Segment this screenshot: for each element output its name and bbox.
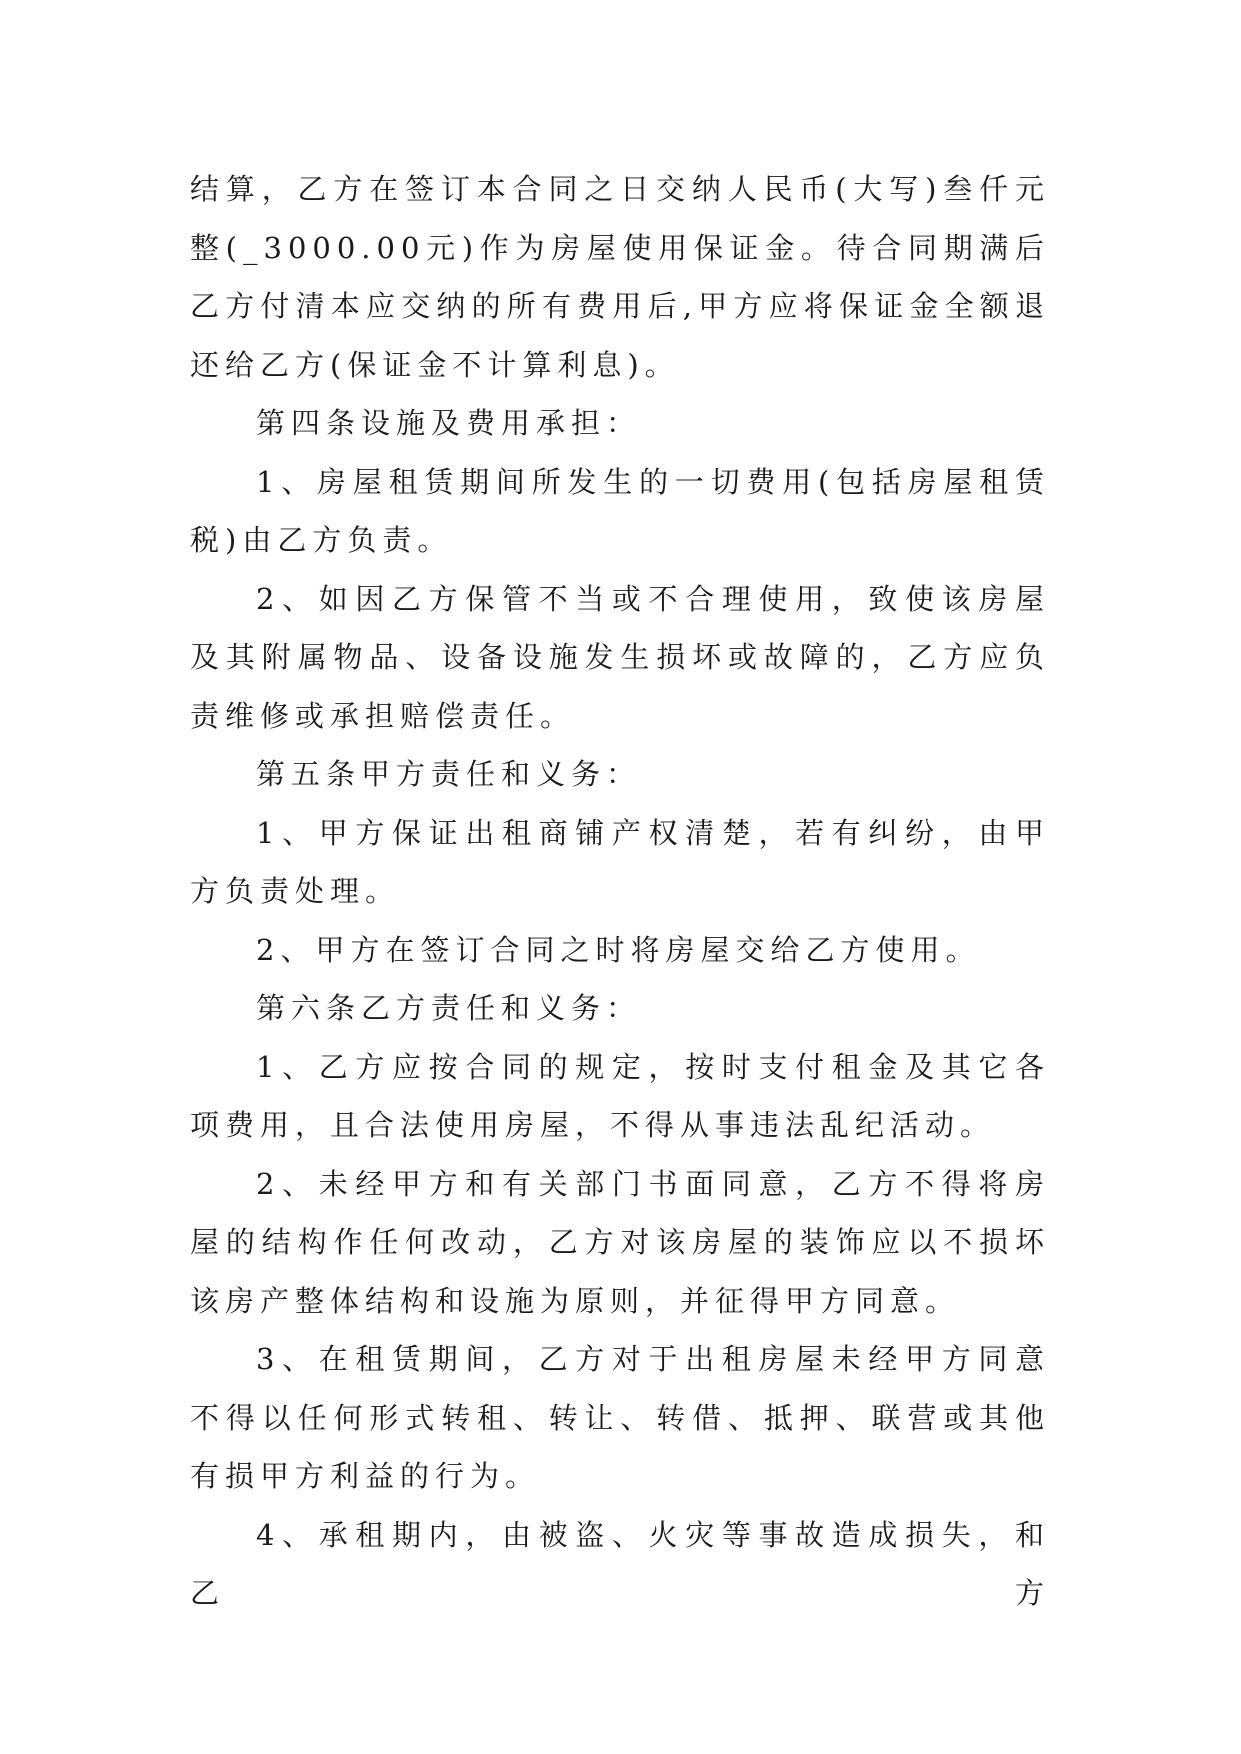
clause-4-2: 2、如因乙方保管不当或不合理使用，致使该房屋及其附属物品、设备设施发生损坏或故障的，乙方应负责维修或承担赔偿责任。 — [190, 581, 1050, 733]
clause-6-1: 1、乙方应按合同的规定，按时支付租金及其它各项费用，且合法使用房屋，不得从事违法乱纪活动。 — [190, 1049, 1050, 1142]
clause-6-4: 4、承租期内，由被盗、火灾等事故造成损失，和乙方 — [190, 1517, 1050, 1610]
heading-article-6: 第六条乙方责任和义务： — [256, 991, 642, 1025]
clause-6-2: 2、未经甲方和有关部门书面同意，乙方不得将房屋的结构作任何改动，乙方对该房屋的装饰应以不损坏该房产整体结构和设施为原则，并征得甲方同意。 — [190, 1166, 1050, 1318]
clause-5-2: 2、甲方在签订合同之时将房屋交给乙方使用。 — [256, 932, 981, 967]
heading-article-4: 第四条设施及费用承担： — [256, 406, 642, 440]
paragraph-deposit-settlement: 结算，乙方在签订本合同之日交纳人民币(大写)叁仟元整(_3000.00元)作为房屋使用保证金。待合同期满后乙方付清本应交纳的所有费用后,甲方应将保证金全额退还给乙方(保证金不计算利息)。 — [190, 172, 1050, 382]
document-page — [190, 160, 1050, 1623]
clause-4-1: 1、房屋租赁期间所发生的一切费用(包括房屋租赁税)由乙方负责。 — [190, 464, 1050, 557]
heading-article-5: 第五条甲方责任和义务： — [256, 757, 642, 791]
clause-6-3: 3、在租赁期间，乙方对于出租房屋未经甲方同意不得以任何形式转租、转让、转借、抵押、联营或其他有损甲方利益的行为。 — [190, 1342, 1050, 1493]
clause-5-1: 1、甲方保证出租商铺产权清楚，若有纠纷，由甲方负责处理。 — [190, 815, 1050, 908]
